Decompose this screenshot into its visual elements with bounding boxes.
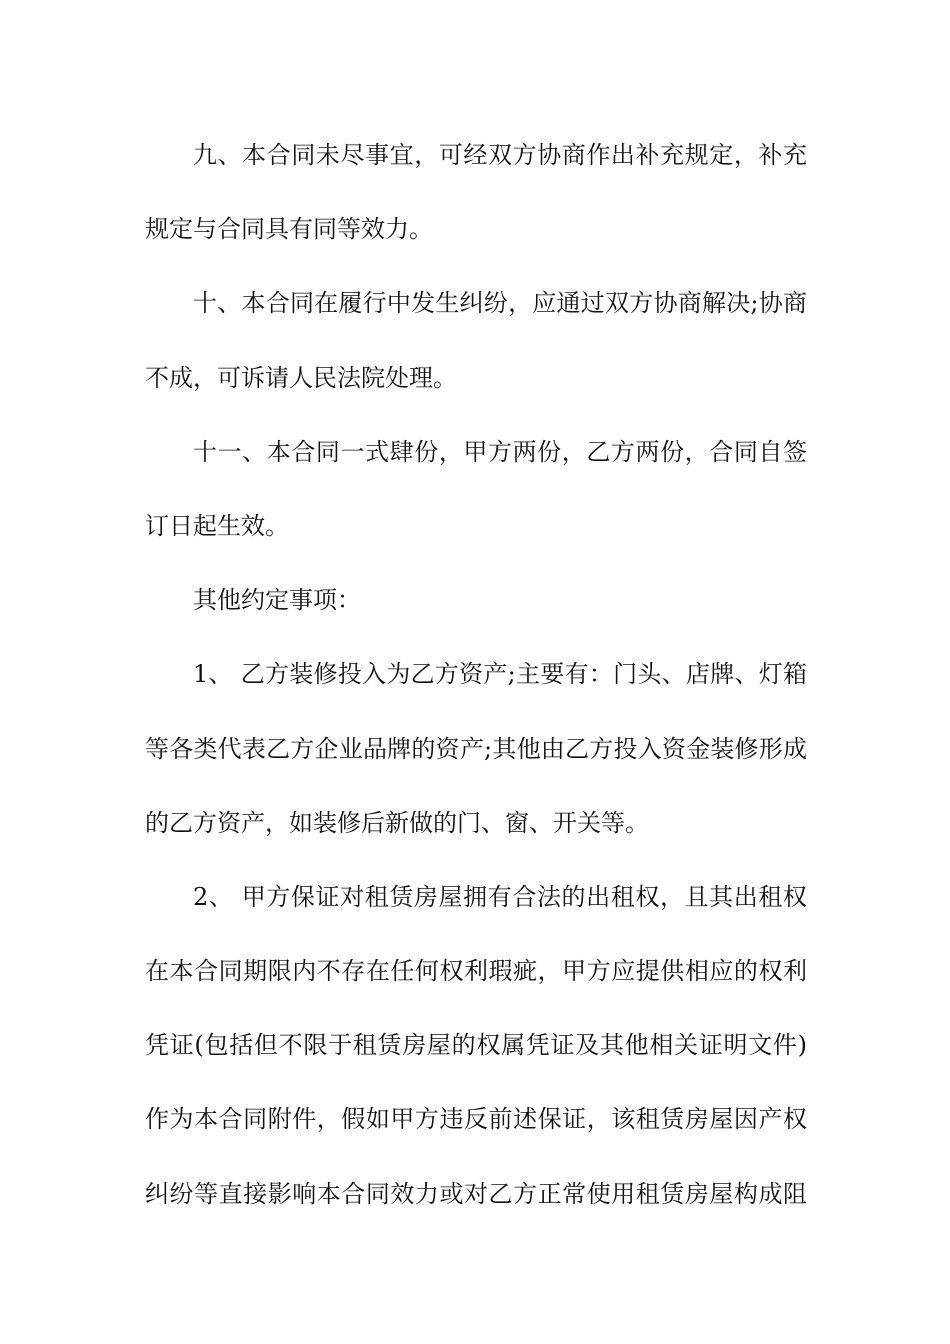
term-2-line-4: 作为本合同附件，假如甲方违反前述保证，该租赁房屋因产权 xyxy=(145,1105,807,1134)
term-1-line-3: 的乙方资产，如装修后新做的门、窗、开关等。 xyxy=(145,808,649,837)
clause-9-line-2: 规定与合同具有同等效力。 xyxy=(145,215,433,244)
term-1-line-1: 1、 乙方装修投入为乙方资产;主要有：门头、店牌、灯箱 xyxy=(193,660,807,689)
clause-11-line-1: 十一、本合同一式肆份，甲方两份，乙方两份，合同自签 xyxy=(193,437,807,466)
term-1-line-2: 等各类代表乙方企业品牌的资产;其他由乙方投入资金装修形成 xyxy=(145,734,807,763)
term-2-line-2: 在本合同期限内不存在任何权利瑕疵，甲方应提供相应的权利 xyxy=(145,957,807,986)
term-2-line-3: 凭证(包括但不限于租赁房屋的权属凭证及其他相关证明文件) xyxy=(145,1031,807,1060)
term-2-line-1: 2、 甲方保证对租赁房屋拥有合法的出租权，且其出租权 xyxy=(193,882,807,911)
contract-text xyxy=(145,118,807,1231)
clause-9-line-1: 九、本合同未尽事宜，可经双方协商作出补充规定，补充 xyxy=(193,141,807,169)
clause-10-line-1: 十、本合同在履行中发生纠纷，应通过双方协商解决;协商 xyxy=(193,289,807,318)
term-2-line-5: 纠纷等直接影响本合同效力或对乙方正常使用租赁房屋构成阻 xyxy=(145,1179,807,1208)
clause-11-line-2: 订日起生效。 xyxy=(145,511,289,540)
other-terms-heading: 其他约定事项： xyxy=(193,586,361,615)
clause-10-line-2: 不成，可诉请人民法院处理。 xyxy=(145,363,457,392)
